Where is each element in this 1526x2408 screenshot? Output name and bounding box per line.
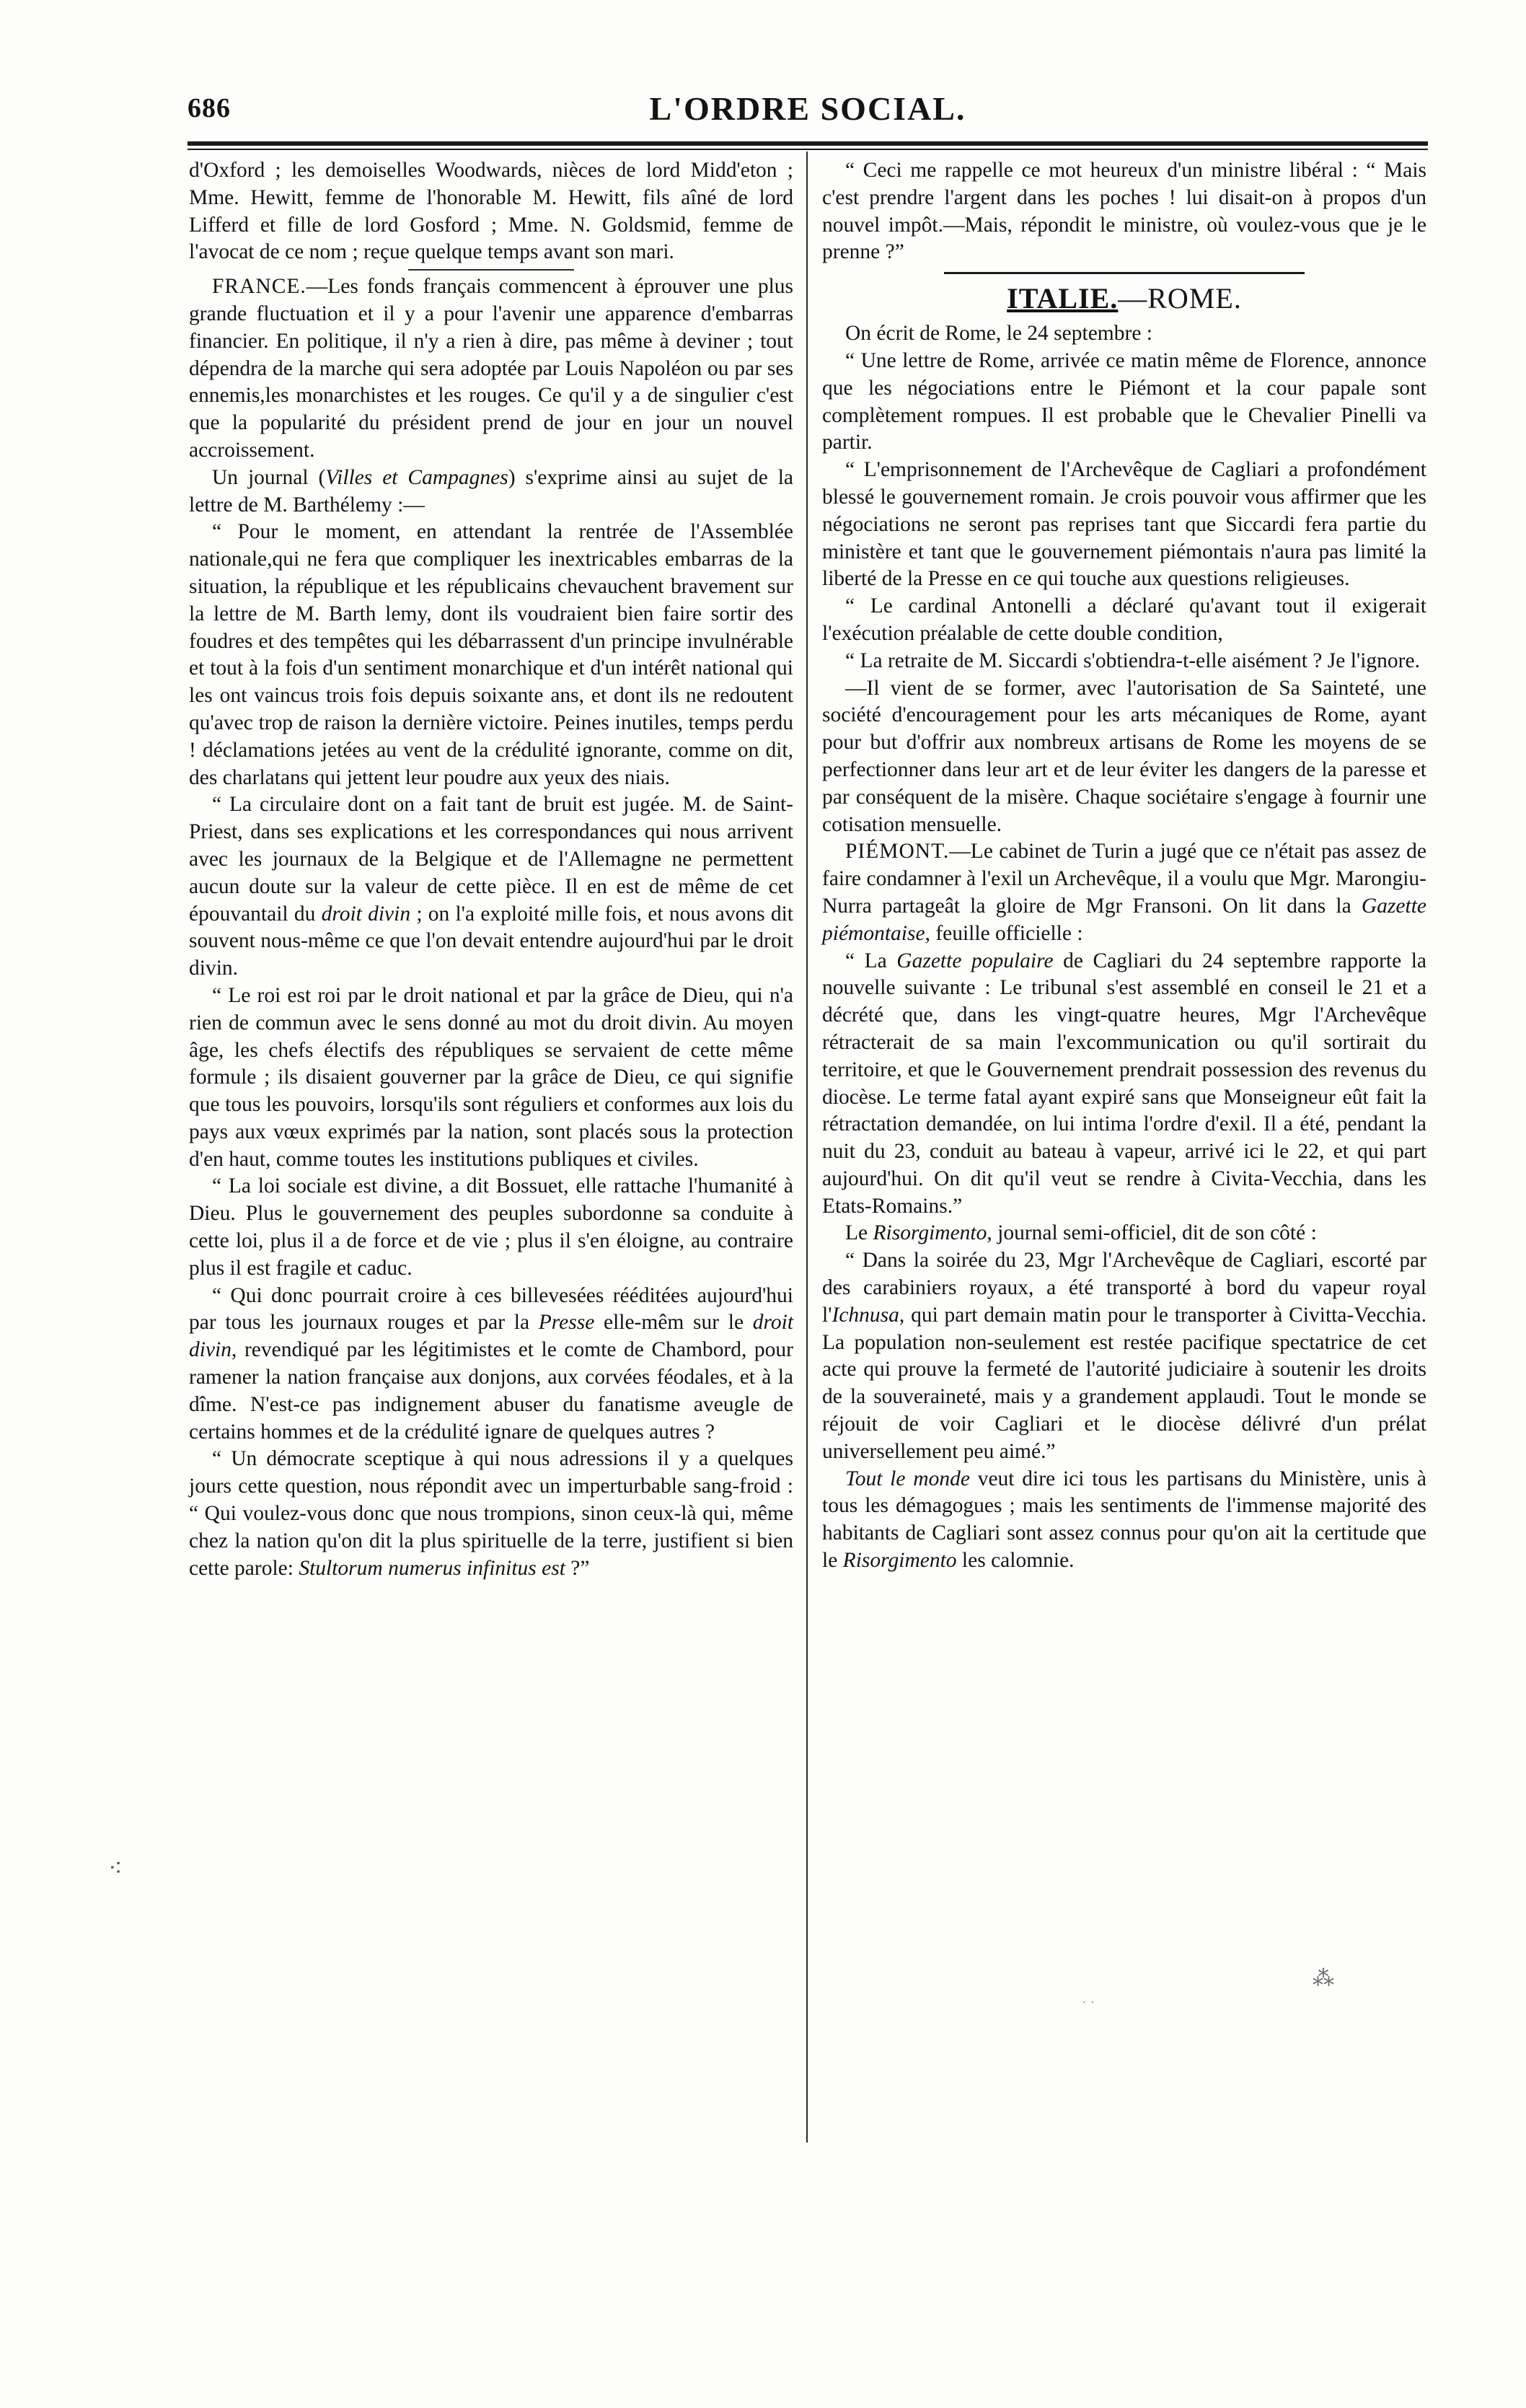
quote-paragraph (822, 948, 1426, 1221)
text-run: Un journal ( (212, 465, 326, 489)
paragraph (189, 465, 793, 519)
latin-quote: Stultorum numerus infinitus est (299, 1556, 565, 1580)
section-country: ITALIE. (1007, 282, 1119, 315)
ship-name: Ichnusa (832, 1303, 899, 1327)
text-run: “ Qui donc pourrait croire à ces billevesées rééditées aujourd'hui par tous les journaux rouges et par la (189, 1283, 793, 1335)
page-header (188, 92, 1428, 143)
piemont-paragraph (822, 838, 1426, 947)
text-run: elle-mêm sur le (594, 1311, 753, 1335)
paragraph (822, 1220, 1426, 1247)
text-run: ?” (565, 1556, 590, 1580)
text-run: “ La circulaire dont on a fait tant de bruit est jugée. M. de Saint-Priest, dans ses explications et les correspondances qui nous arrivent avec les journaux de la Belgique et de l'Allemagne ne permettent aucun doute sur la valeur de cette pièce. Il en est de même de cet épouvantail du (189, 793, 793, 926)
journal-name: Risorgimento (873, 1221, 987, 1245)
quote-paragraph (189, 791, 793, 983)
text-run: les calomnie. (956, 1549, 1075, 1573)
italic-term: Gazette piémontaise (822, 894, 1426, 945)
quote-paragraph: “ La retraite de M. Siccardi s'obtiendra-t-elle aisément ? Je l'ignore. (845, 649, 1420, 672)
text-run: ) s'exprime ainsi au sujet de la lettre de M. Barthélemy :— (189, 465, 793, 517)
quote-paragraph: “ La loi sociale est divine, a dit Bossuet, elle rattache l'humanité à Dieu. Plus le gouvernement des peuples subordonne sa conduite à cette loi, plus il a de force et de vie ; plus il s'en éloigne, au contraire plus il est fragile et caduc. (189, 1174, 793, 1280)
text-run: “ La (845, 949, 897, 972)
section-label-piemont: PIÉMONT. (845, 840, 950, 864)
journal-title: L'ORDRE SOCIAL. (649, 90, 966, 127)
italic-term: Gazette populaire (896, 949, 1054, 972)
paragraph (822, 1466, 1426, 1575)
ink-speck: · · (1082, 1995, 1095, 2011)
text-run: , revendiqué par les légitimistes et le comte de Chambord, pour ramener la nation française aux donjons, aux corvées féodales, et à la dîme. N'est-ce pas indignement abuser du fanatisme aveugle de certains hommes et de la crédulité ignare de quelques autres ? (189, 1338, 793, 1444)
italic-term: Tout le monde (845, 1467, 970, 1490)
header-rule-thick (188, 141, 1428, 146)
text-run: , qui part demain matin pour le transporter à Civitta-Vecchia. La population non-seulement est restée pacifique spectatrice de cet acte qui prouve la fermeté de l'autorité judiciaire à soutenir les droits de la souveraineté, mais y a grandement applaudi. Tout le monde se réjouit de voir Cagliari et le diocèse délivré d'un prélat universellement peu aimé.” (822, 1303, 1426, 1463)
quote-paragraph (822, 1247, 1426, 1465)
quote-paragraph: “ Le cardinal Antonelli a déclaré qu'avant tout il exigerait l'exécution préalable de cette double condition, (822, 594, 1426, 645)
section-rule (944, 272, 1305, 274)
quote-paragraph: “ Le roi est roi par le droit national et par la grâce de Dieu, qui n'a rien de commun avec le sens donné au mot du droit divin. Au moyen âge, les chefs électifs des républiques se servaient de cette même formule ; ils disaient gouverner par la grâce de Dieu, ce qui signifie que tous les pouvoirs, lorsqu'ils sont réguliers et conformes aux lois du pays aux vœux exprimés par la nation, sont placés sous la protection d'en haut, comme toutes les institutions publiques et civiles. (189, 983, 793, 1171)
text-run: Le (845, 1221, 873, 1245)
paragraph: On écrit de Rome, le 24 septembre : (845, 322, 1152, 346)
text-run: veut dire ici tous les partisans du Ministère, unis à tous les démagogues ; mais les sentiments de l'immense majorité des habitants de Cagliari sont assez connus pour qu'on ait la certitude que le (822, 1467, 1426, 1573)
text-run: —Le cabinet de Turin a jugé que ce n'était pas assez de faire condamner à l'exil un Archevêque, il a voulu que Mgr. Marongiu-Nurra partageât la gloire de Mgr Fransoni. On lit dans la (822, 840, 1426, 918)
text-run: de Cagliari du 24 septembre rapporte la nouvelle suivante : Le tribunal s'est assemblé en conseil le 21 et a décrété que, dans les vingt-quatre heures, Mgr l'Archevêque rétracterait de sa main l'excommunication ou qu'il sortirait du territoire, et que le Gouvernement prendrait possession des revenus du diocèse. Le terme fatal ayant expiré sans que Monseigneur eût fait la rétractation demandée, on lui intima l'ordre d'exil. Il a été, pendant la nuit du 23, conduit au bateau à vapeur, arrivé ici le 22, et qui part aujourd'hui. On dit qu'il veut se rendre à Civita-Vecchia, dans les Etats-Romains.” (822, 949, 1427, 1218)
quote-paragraph: “ Une lettre de Rome, arrivée ce matin même de Florence, annonce que les négociations entre le Piémont et la cour papale sont complètement rompues. Il est probable que le Chevalier Pinelli va partir. (822, 348, 1426, 454)
margin-mark: ⁖ (108, 1854, 123, 1883)
section-label-france: FRANCE. (212, 275, 306, 299)
text-run: “ Dans la soirée du 23, Mgr l'Archevêque de Cagliari, escorté par des carabiniers royaux, a été transporté à bord du vapeur royal l' (822, 1249, 1426, 1327)
ink-speck: ⁂ (1313, 1967, 1334, 1990)
separator-rule (408, 269, 574, 271)
quote-paragraph (189, 1446, 793, 1582)
left-column (189, 157, 793, 1582)
text-run: , journal semi-officiel, dit de son côté : (987, 1221, 1317, 1245)
italic-term: droit divin (321, 902, 411, 926)
paragraph: —Il vient de se former, avec l'autorisation de Sa Sainteté, une société d'encouragement pour les arts mécaniques de Rome, ayant pour but d'offrir aux nombreux artisans de Rome les moyens de se perfectionner dans leur art et de leur éviter les dangers de la paresse et par conséquent de la misère. Chaque sociétaire s'engage à fournir une cotisation mensuelle. (822, 676, 1426, 836)
section-heading-italie (822, 281, 1426, 316)
section-city: —ROME. (1118, 282, 1242, 315)
quote-paragraph (189, 1283, 793, 1446)
france-paragraph (189, 273, 793, 465)
italic-term: Presse (538, 1311, 595, 1335)
text-run: “ Un démocrate sceptique à qui nous adressions il y a quelques jours cette question, nous répondit avec un imperturbable sang-froid : “ Qui voulez-vous donc que nous trompions, sinon ceux-là qui, même chez la nation qu'on dit la plus spirituelle de la terre, justifient si bien cette parole: (189, 1447, 793, 1580)
quote-paragraph: “ Ceci me rappelle ce mot heureux d'un ministre libéral : “ Mais c'est prendre l'argent dans les poches ! lui disait-on à propos d'un nouvel impôt.—Mais, répondit le ministre, où voulez-vous que je le prenne ?” (822, 159, 1426, 264)
paragraph: d'Oxford ; les demoiselles Woodwards, nièces de lord Midd'eton ; Mme. Hewitt, femme de l'honorable M. Hewitt, fils aîné de lord Lifferd et fille de lord Gosford ; Mme. N. Goldsmid, femme de l'avocat de ce nom ; reçue quelque temps avant son mari. (189, 159, 793, 264)
text-run: , feuille officielle : (925, 921, 1083, 945)
journal-name: Villes et Campagnes (325, 465, 508, 489)
journal-name: Risorgimento (842, 1549, 957, 1573)
header-rule-thin (188, 149, 1428, 150)
page-number: 686 (188, 93, 231, 123)
text-run: ; on l'a exploité mille fois, et nous avons dit souvent nous-même ce que l'on devait entendre aujourd'hui par le droit divin. (189, 902, 793, 980)
quote-paragraph: “ L'emprisonnement de l'Archevêque de Cagliari a profondément blessé le gouvernement romain. Je crois pouvoir vous affirmer que les négociations ne seront pas reprises tant que Siccardi fera partie du ministère et tant que le gouvernement piémontais n'aura pas limité la liberté de la Presse en ce qui touche aux questions religieuses. (822, 458, 1426, 591)
right-column (822, 157, 1426, 1575)
column-divider (806, 151, 808, 2143)
italic-term: droit divin (189, 1311, 794, 1362)
quote-paragraph: “ Pour le moment, en attendant la rentrée de l'Assemblée nationale,qui ne fera que compliquer les inextricables embarras de la situation, la république et les républicains chevauchent bravement sur la lettre de M. Barth lemy, dont ils voudraient bien faire sortir des foudres et des tempêtes qui les débarrassent d'un principe invulnérable et tout à la fois d'un sentiment monarchique et d'un intérêt national qui les ont vaincus trois fois depuis soixante ans, et dont ils ne redoutent qu'avec trop de raison la dernière victoire. Peines inutiles, temps perdu ! déclamations jetées au vent de la crédulité ignorante, comme on dit, des charlatans qui jettent leur poudre aux yeux des niais. (189, 520, 793, 789)
france-text: —Les fonds français commencent à éprouver une plus grande fluctuation et il y a pour l'avenir une apparence d'embarras financier. En politique, il n'y a rien à dire, pas même à deviner ; tout dépendra de la marche qui sera adoptée par Louis Napoléon ou par ses ennemis,les monarchistes et les rouges. Ce qu'il y a de singulier c'est que la popularité du président prend de jour en jour un nouvel accroissement. (189, 275, 793, 462)
